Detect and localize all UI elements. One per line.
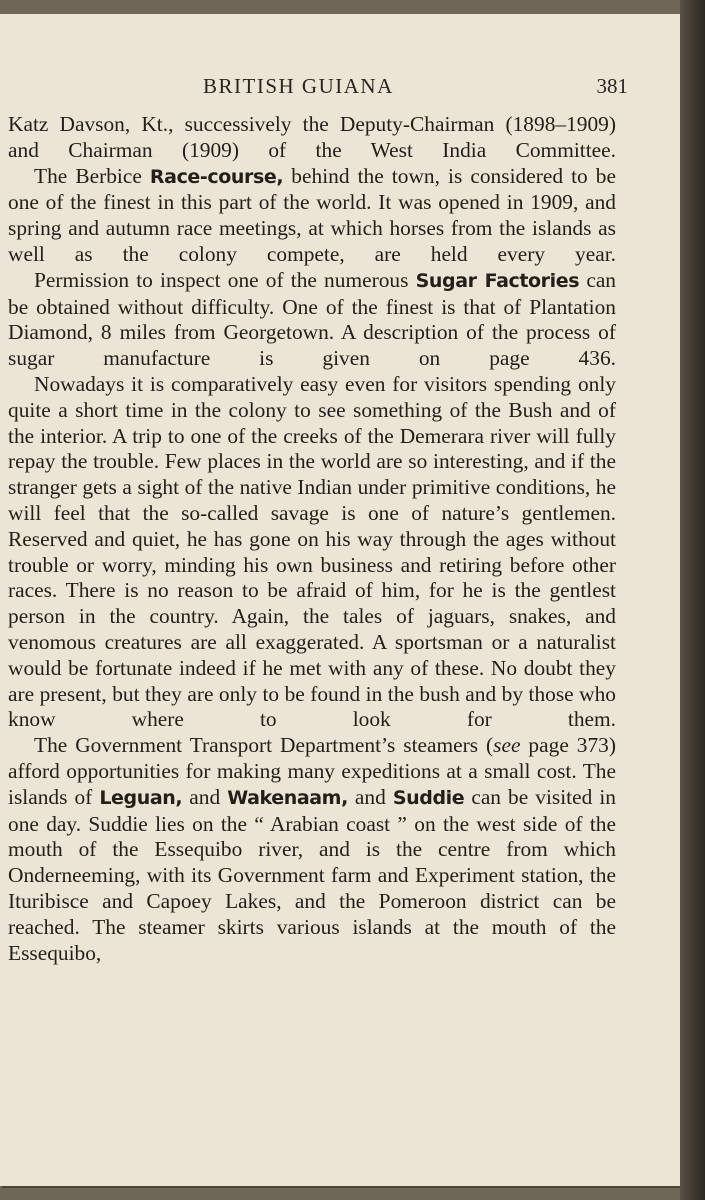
paragraph-race-course (8, 164, 616, 268)
paragraph-text: Katz Davson, Kt., successively the Deputy-Chairman (1898–1909) and Chairman (1909) of the West India Committee. (8, 112, 616, 162)
bold-term-race-course: Race-course, (149, 165, 284, 188)
running-head: BRITISH GUIANA (203, 74, 394, 98)
book-page (0, 14, 680, 1186)
text-run: and (182, 784, 228, 809)
paragraph-continued (8, 112, 616, 164)
bold-term-suddie: Suddie (392, 786, 465, 809)
text-run: and (347, 784, 393, 809)
text-run: behind the town, is considered to be one of the finest in this part of the world. It was opened in 1909, and spring and autumn race meetings, at which horses from the islands as well as the colony compete, are held every year. (8, 163, 616, 266)
bold-term-wakenaam: Wakenaam, (227, 786, 348, 809)
text-run: can be obtained without difficulty. One of the finest is that of Plantation Diamond, 8 miles from Georgetown. A description of the process of sugar manufacture is given on page 436. (8, 267, 617, 371)
page-header (0, 74, 628, 104)
italic-see: see (493, 733, 521, 758)
text-run: Permission to inspect one of the numerous (34, 267, 416, 292)
text-run: page 373) afford opportunities for making many expeditions at a small cost. The islands of (8, 733, 616, 809)
paragraph-steamers (8, 733, 616, 966)
text-run: The Berbice (34, 163, 150, 188)
text-run: The Government Transport Department’s steamers ( (34, 733, 494, 758)
page-number: 381 (596, 74, 628, 98)
body-text (8, 112, 616, 966)
book-spine-edge (680, 0, 705, 1200)
bold-term-leguan: Leguan, (99, 786, 183, 809)
text-run: can be visited in one day. Suddie lies on the “ Arabian coast ” on the west side of the mouth of the Essequibo river, and is the centre from which Onderneeming, with its Government farm and Experiment station, the Ituribisce and Capoey Lakes, and the Pomeroon district can be reached. The steamer skirts various islands at the mouth of the Essequibo, (8, 784, 616, 965)
paragraph-sugar-factories (8, 268, 616, 372)
paragraph-text: Nowadays it is comparatively easy even for visitors spending only quite a short time in the colony to see something of the Bush and of the interior. A trip to one of the creeks of the Demerara river will fully repay the trouble. Few places in the world are so interesting, and if the stranger gets a sight of the native Indian under primitive conditions, he will feel that the so-called savage is one of nature’s gentlemen. Reserved and quiet, he has gone on his way through the ages without trouble or worry, minding his own business and retiring before other races. There is no reason to be afraid of him, for he is the gentlest person in the country. Again, the tales of jaguars, snakes, and venomous creatures are all exaggerated. A sportsman or a naturalist would be fortunate indeed if he met with any of these. No doubt they are present, but they are only to be found in the bush and by those who know where to look for them. (8, 371, 616, 732)
paragraph-bush-interior (8, 372, 616, 733)
bold-term-sugar-factories: Sugar Factories (415, 269, 580, 292)
